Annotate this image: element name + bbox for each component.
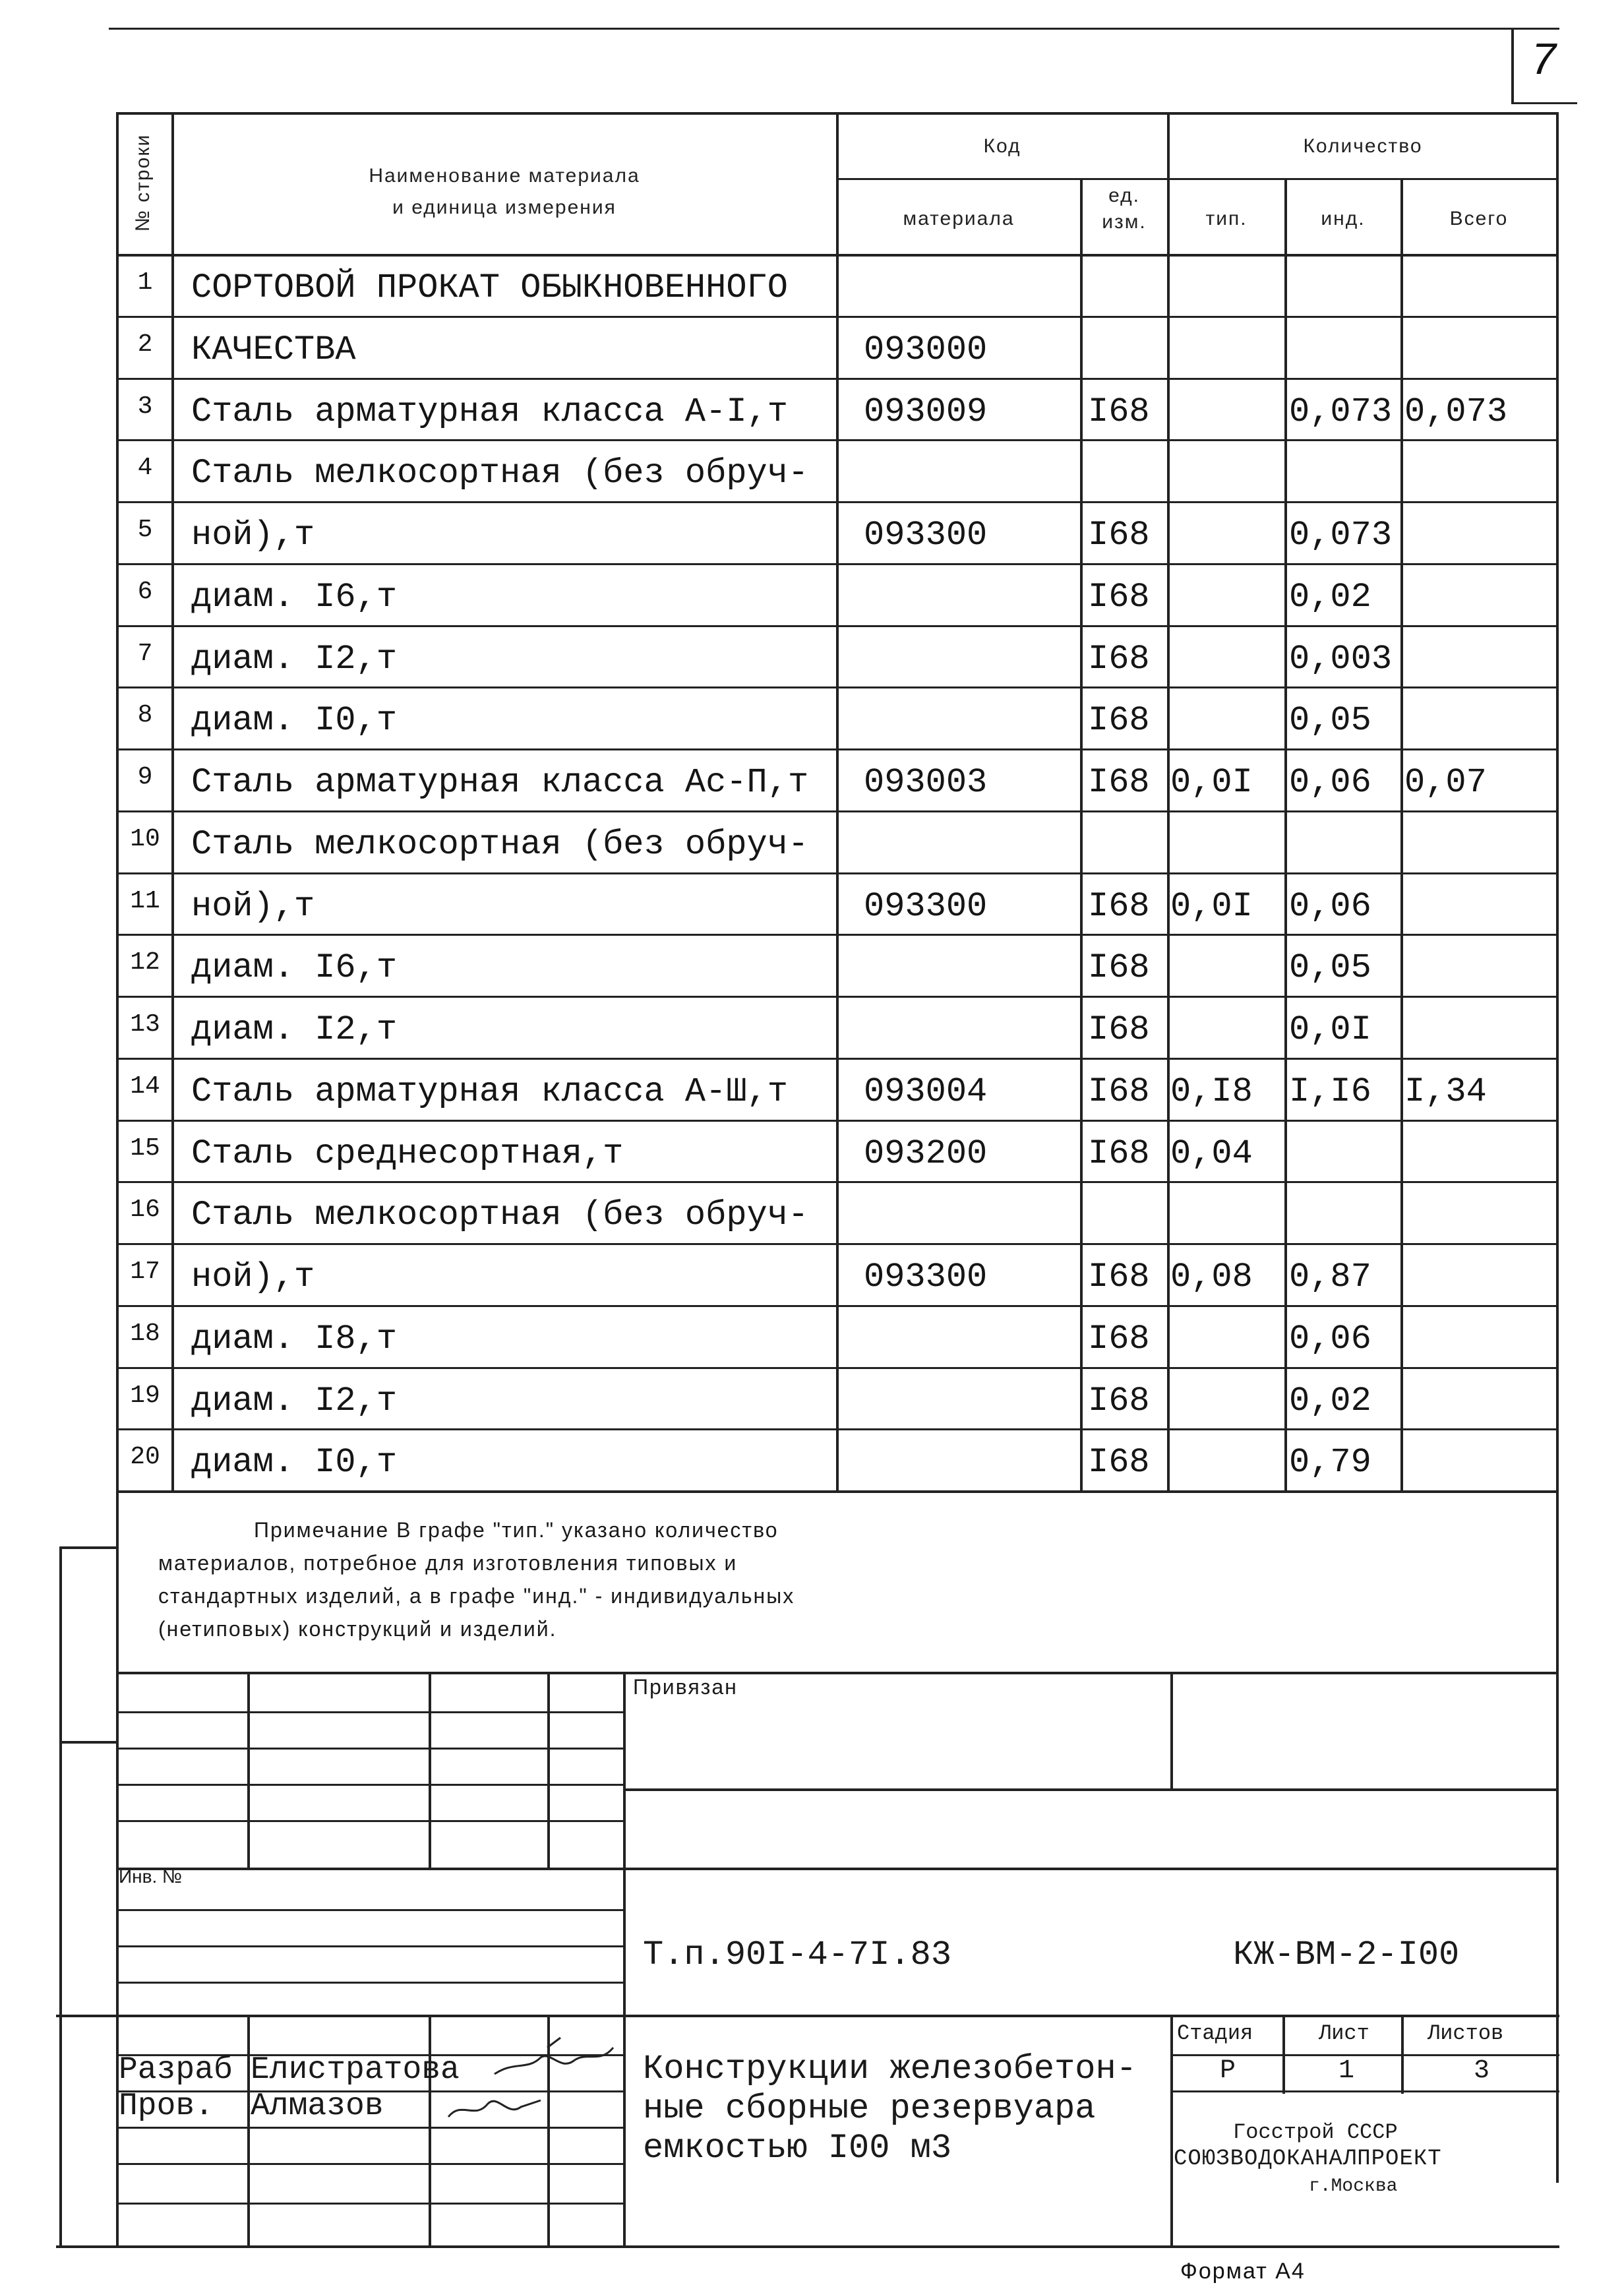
row-divider [116,686,1559,688]
row-divider [116,934,1559,936]
cell-row-no: 2 [137,330,153,359]
cell-name: ной),т [191,887,315,926]
row-divider [116,316,1559,318]
note-line-4: (нетиповых) конструкций и изделий. [158,1617,557,1641]
developed-name: Елистратова [251,2052,460,2088]
header-quantity: Количество [1303,135,1423,157]
stage-value: Р [1220,2056,1236,2086]
cell-code: 093200 [864,1134,988,1173]
cell-total: 0,073 [1404,392,1508,431]
cell-row-no: 5 [137,516,153,544]
cell-row-no: 8 [137,701,153,729]
sheets-label: Листов [1428,2021,1504,2046]
row-divider [116,501,1559,503]
cell-ind: 0,05 [1289,948,1371,987]
cell-code: 093300 [864,1258,988,1296]
cell-ind: 0,06 [1289,887,1371,926]
title-line-2: ные сборные резервуара [643,2089,1096,2128]
header-qty-ind: инд. [1321,208,1366,229]
note-line-3: стандартных изделий, а в графе "инд." - индивидуальных [158,1584,795,1608]
developed-label: Разраб [119,2052,233,2088]
document-code: Т.п.90I-4-7I.83 [643,1935,952,1974]
page-number: 7 [1530,36,1558,88]
header-row-no: № строки [132,133,154,232]
header-code: Код [983,135,1021,157]
cell-name: диам. I2,т [191,640,398,679]
cell-ind: 0,02 [1289,1382,1371,1420]
cell-name: СОРТОВОЙ ПРОКАТ ОБЫКНОВЕННОГО [191,268,788,307]
row-divider [116,625,1559,627]
cell-ind: 0,003 [1289,640,1393,679]
cell-row-no: 3 [137,392,153,421]
cell-row-no: 19 [130,1382,160,1410]
cell-ind: 0,06 [1289,1320,1371,1358]
cell-name: диам. I8,т [191,1320,398,1358]
cell-code: 093300 [864,516,988,555]
row-divider [116,996,1559,998]
row-divider [116,439,1559,441]
header-qty-typ: тип. [1205,208,1248,229]
note-line-2: материалов, потребное для изготовления типовых и [158,1551,738,1575]
cell-row-no: 16 [130,1196,160,1224]
cell-ind: 0,05 [1289,701,1371,740]
cell-typ: 0,I8 [1170,1072,1253,1111]
signature-developer [488,2034,620,2087]
cell-ind: 0,073 [1289,516,1393,555]
cell-total: 0,07 [1404,763,1487,802]
cell-name: диам. I0,т [191,701,398,740]
header-name-line2: и единица измерения [392,197,617,218]
header-code-unit-2: изм. [1102,211,1147,233]
cell-row-no: 11 [130,887,160,915]
header-code-unit-1: ед. [1108,185,1140,206]
org-line-2: СОЮЗВОДОКАНАЛПРОЕКТ [1174,2147,1442,2172]
cell-unit: I68 [1088,392,1150,431]
cell-name: ной),т [191,1258,315,1296]
format-label: Формат А4 [1180,2259,1306,2284]
cell-ind: I,I6 [1289,1072,1371,1111]
cell-row-no: 20 [130,1443,160,1471]
cell-name: диам. I2,т [191,1010,398,1049]
drawing-code: КЖ-ВМ-2-I00 [1233,1935,1460,1974]
cell-typ: 0,0I [1170,763,1253,802]
org-line-1: Госстрой СССР [1233,2120,1398,2145]
cell-unit: I68 [1088,1320,1150,1358]
cell-unit: I68 [1088,763,1150,802]
cell-ind: 0,0I [1289,1010,1371,1049]
cell-code: 093009 [864,392,988,431]
cell-row-no: 13 [130,1010,160,1039]
cell-name: КАЧЕСТВА [191,330,356,369]
cell-code: 093004 [864,1072,988,1111]
cell-name: ной),т [191,516,315,555]
bound-label: Привязан [633,1675,738,1699]
cell-unit: I68 [1088,1072,1150,1111]
cell-unit: I68 [1088,1382,1150,1420]
cell-name: Сталь арматурная класса Ас-П,т [191,763,809,802]
cell-row-no: 1 [137,268,153,297]
cell-row-no: 15 [130,1134,160,1163]
cell-name: Сталь мелкосортная (без обруч- [191,825,809,864]
cell-unit: I68 [1088,1134,1150,1173]
cell-name: диам. I6,т [191,948,398,987]
row-divider [116,1367,1559,1369]
cell-name: диам. I0,т [191,1443,398,1482]
cell-row-no: 10 [130,825,160,853]
cell-typ: 0,0I [1170,887,1253,926]
cell-name: Сталь мелкосортная (без обруч- [191,454,809,493]
cell-ind: 0,02 [1289,578,1371,617]
cell-total: I,34 [1404,1072,1487,1111]
cell-row-no: 17 [130,1258,160,1286]
cell-name: Сталь среднесортная,т [191,1134,624,1173]
cell-unit: I68 [1088,516,1150,555]
inv-no-label: Инв. № [119,1866,183,1887]
row-divider [116,872,1559,874]
cell-code: 093300 [864,887,988,926]
row-divider [116,1058,1559,1060]
cell-row-no: 12 [130,948,160,977]
sheet-value: 1 [1338,2056,1355,2086]
cell-unit: I68 [1088,701,1150,740]
cell-unit: I68 [1088,948,1150,987]
cell-unit: I68 [1088,1010,1150,1049]
note-line-1: Примечание В графе "тип." указано количество [254,1518,779,1542]
cell-row-no: 7 [137,640,153,668]
row-divider [116,563,1559,565]
cell-unit: I68 [1088,578,1150,617]
cell-ind: 0,073 [1289,392,1393,431]
sheet-label: Лист [1319,2021,1369,2046]
cell-name: диам. I6,т [191,578,398,617]
org-line-3: г.Москва [1309,2176,1398,2197]
cell-typ: 0,04 [1170,1134,1253,1173]
cell-code: 093003 [864,763,988,802]
cell-row-no: 9 [137,763,153,791]
row-divider [116,378,1559,380]
cell-name: Сталь арматурная класса А-Ш,т [191,1072,788,1111]
cell-row-no: 14 [130,1072,160,1101]
header-qty-total: Всего [1449,208,1509,229]
cell-row-no: 4 [137,454,153,482]
title-line-1: Конструкции железобетон- [643,2050,1137,2088]
row-divider [116,810,1559,812]
cell-name: Сталь арматурная класса А-I,т [191,392,788,431]
sheets-value: 3 [1474,2056,1490,2086]
title-line-3: емкостью I00 м3 [643,2129,952,2168]
row-divider [116,748,1559,750]
cell-unit: I68 [1088,1443,1150,1482]
header-code-material: материала [903,208,1015,229]
row-divider [116,1120,1559,1122]
row-divider [116,1181,1559,1183]
row-divider [116,1428,1559,1430]
header-name-line1: Наименование материала [369,165,640,187]
cell-unit: I68 [1088,1258,1150,1296]
row-divider [116,1305,1559,1307]
cell-ind: 0,87 [1289,1258,1371,1296]
row-divider [116,1243,1559,1245]
cell-typ: 0,08 [1170,1258,1253,1296]
cell-name: диам. I2,т [191,1382,398,1420]
cell-ind: 0,79 [1289,1443,1371,1482]
cell-row-no: 6 [137,578,153,606]
cell-row-no: 18 [130,1320,160,1348]
cell-unit: I68 [1088,640,1150,679]
cell-ind: 0,06 [1289,763,1371,802]
checked-label: Пров. [119,2088,214,2124]
signature-checker [442,2087,547,2127]
checked-name: Алмазов [251,2088,384,2124]
cell-unit: I68 [1088,887,1150,926]
cell-code: 093000 [864,330,988,369]
stage-label: Стадия [1177,2021,1253,2046]
cell-name: Сталь мелкосортная (без обруч- [191,1196,809,1234]
